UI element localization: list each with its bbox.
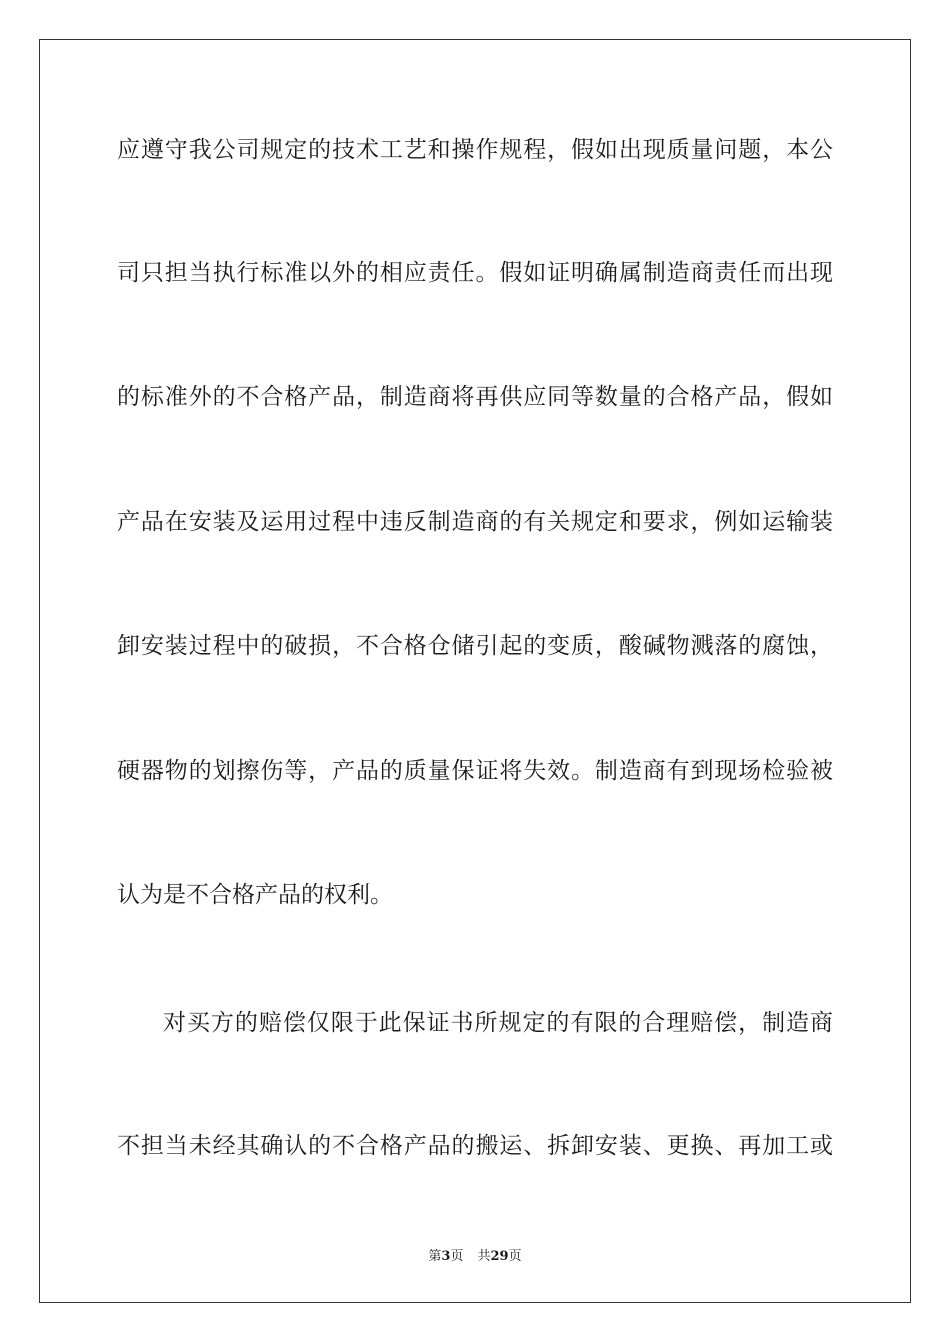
text-line: 产品在安装及运用过程中违反制造商的有关规定和要求，例如运输装 [117, 509, 833, 535]
total-suffix: 页 [508, 1249, 522, 1264]
text-line: 对买方的赔偿仅限于此保证书所规定的有限的合理赔偿，制造商 [163, 1010, 833, 1036]
text-line: 不担当未经其确认的不合格产品的搬运、拆卸安装、更换、再加工或 [117, 1133, 833, 1159]
page-footer [0, 1248, 950, 1266]
text-line: 卸安装过程中的破损，不合格仓储引起的变质，酸碱物溅落的腐蚀， [117, 633, 833, 659]
page-prefix: 第 [428, 1249, 442, 1264]
text-line: 应遵守我公司规定的技术工艺和操作规程，假如出现质量问题，本公 [117, 137, 833, 163]
text-line: 的标准外的不合格产品，制造商将再供应同等数量的合格产品，假如 [117, 384, 833, 410]
page-number: 3 [441, 1249, 451, 1264]
total-prefix: 共 [477, 1249, 491, 1264]
text-line: 司只担当执行标准以外的相应责任。假如证明确属制造商责任而出现 [117, 260, 833, 286]
text-line: 认为是不合格产品的权利。 [117, 882, 393, 908]
total-pages: 29 [490, 1249, 509, 1264]
page-suffix: 页 [450, 1249, 464, 1264]
page-border [39, 39, 911, 1303]
text-line: 硬器物的划擦伤等，产品的质量保证将失效。制造商有到现场检验被 [117, 758, 833, 784]
